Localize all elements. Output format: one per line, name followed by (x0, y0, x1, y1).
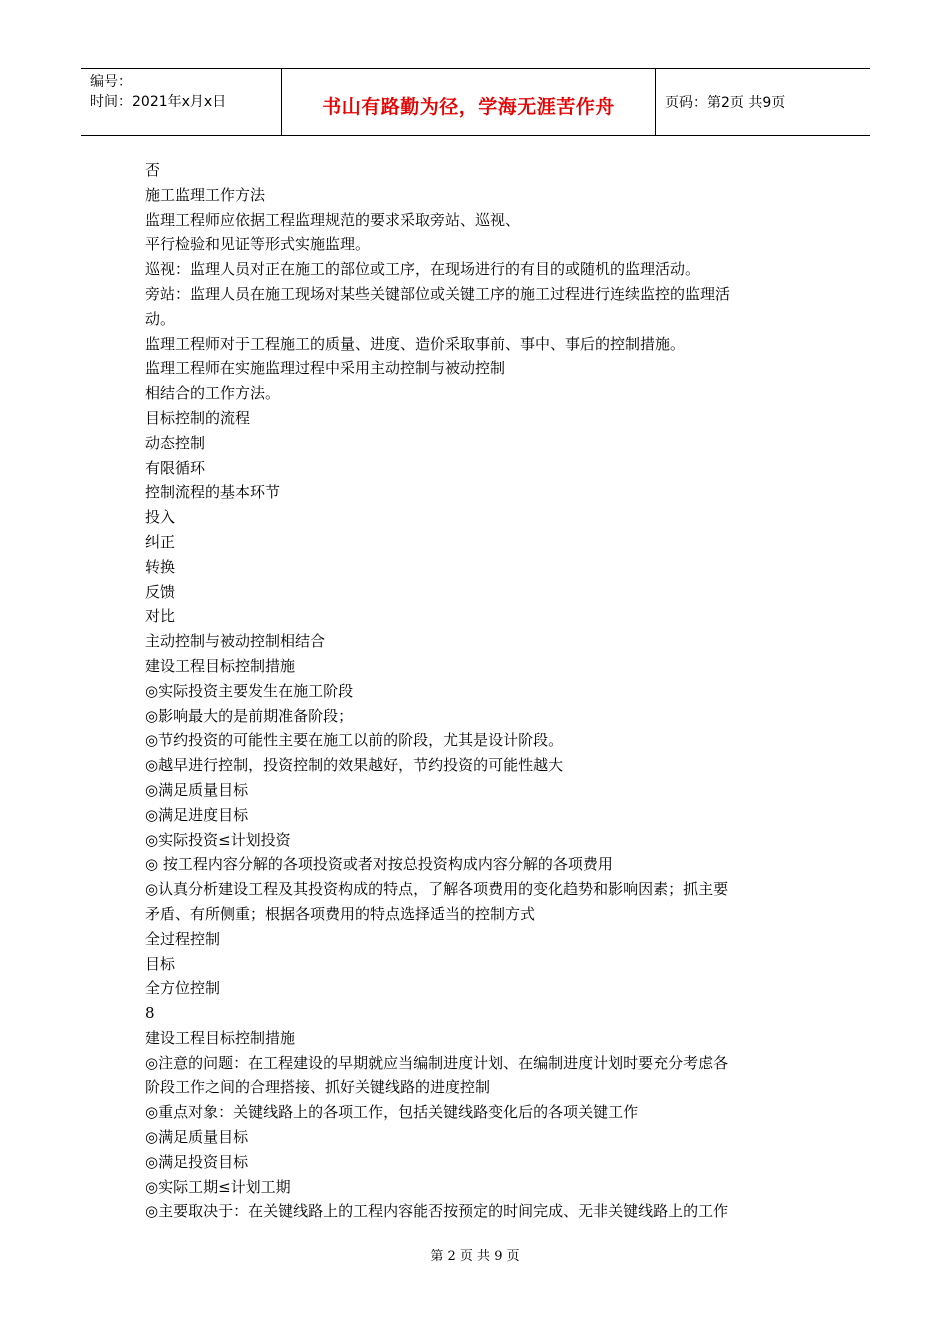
text-line: ◎满足质量目标 (145, 1128, 249, 1147)
text-line: 巡视：监理人员对正在施工的部位或工序，在现场进行的有目的或随机的监理活动。 (145, 260, 701, 279)
text-line: ◎越早进行控制，投资控制的效果越好，节约投资的可能性越大 (145, 756, 564, 775)
text-line: 建设工程目标控制措施 (145, 1028, 296, 1047)
text-line: ◎重点对象：关键线路上的各项工作，包括关键线路变化后的各项关键工作 (145, 1103, 639, 1122)
text-line: 8 (145, 1004, 155, 1023)
header-motto: 书山有路勤为径，学海无涯苦作舟 (282, 69, 656, 135)
text-line: 对比 (145, 607, 176, 626)
text-line: 动态控制 (145, 433, 206, 452)
text-line: 平行检验和见证等形式实施监理。 (145, 235, 371, 254)
text-line: ◎满足质量目标 (145, 780, 249, 799)
document-date: 时间：2021年x月x日 (90, 94, 227, 110)
text-line: ◎节约投资的可能性主要在施工以前的阶段，尤其是设计阶段。 (145, 731, 564, 750)
text-line: ◎满足进度目标 (145, 805, 249, 824)
text-line: 全方位控制 (145, 979, 221, 998)
text-line: ◎ 按工程内容分解的各项投资或者对按总投资构成内容分解的各项费用 (145, 855, 613, 874)
text-line: 目标控制的流程 (145, 408, 251, 427)
text-line: 有限循环 (145, 458, 206, 477)
text-line: 转换 (145, 557, 176, 576)
text-line: 主动控制与被动控制相结合 (145, 632, 326, 651)
text-line: 投入 (145, 508, 176, 527)
text-line: ◎影响最大的是前期准备阶段； (145, 706, 354, 725)
text-line: 施工监理工作方法 (145, 185, 266, 204)
text-line: 建设工程目标控制措施 (145, 656, 296, 675)
text-line: 动。 (145, 309, 176, 328)
text-line: 监理工程师应依据工程监理规范的要求采取旁站、巡视、 (145, 210, 521, 229)
text-line: ◎实际投资≤计划投资 (145, 830, 291, 849)
page-header (81, 68, 870, 136)
document-number: 编号： (90, 74, 132, 90)
text-line: ◎实际投资主要发生在施工阶段 (145, 681, 354, 700)
text-line: 阶段工作之间的合理搭接、抓好关键线路的进度控制 (145, 1078, 491, 1097)
text-line: 纠正 (145, 532, 176, 551)
text-line: 相结合的工作方法。 (145, 384, 281, 403)
text-line: ◎实际工期≤计划工期 (145, 1177, 291, 1196)
text-line: 矛盾、有所侧重；根据各项费用的特点选择适当的控制方式 (145, 904, 536, 923)
text-line: ◎主要取决于：在关键线路上的工程内容能否按预定的时间完成、无非关键线路上的工作 (145, 1202, 729, 1221)
header-page-info: 页码：第2页 共9页 (665, 95, 786, 111)
text-line: 全过程控制 (145, 929, 221, 948)
text-line: 反馈 (145, 582, 176, 601)
text-line: 旁站：监理人员在施工现场对某些关键部位或关键工序的施工过程进行连续监控的监理活 (145, 284, 731, 303)
text-line: ◎认真分析建设工程及其投资构成的特点，了解各项费用的变化趋势和影响因素；抓主要 (145, 880, 729, 899)
text-line: ◎注意的问题：在工程建设的早期就应当编制进度计划、在编制进度计划时要充分考虑各 (145, 1053, 729, 1072)
text-line: 监理工程师在实施监理过程中采用主动控制与被动控制 (145, 359, 506, 378)
text-line: 否 (145, 161, 161, 179)
text-line: 目标 (145, 954, 176, 973)
text-line: 监理工程师对于工程施工的质量、进度、造价采取事前、事中、事后的控制措施。 (145, 334, 686, 353)
document-body (145, 158, 825, 1224)
text-line: 控制流程的基本环节 (145, 483, 281, 502)
text-line: ◎满足投资目标 (145, 1152, 249, 1171)
page-footer: 第 2 页 共 9 页 (430, 1249, 520, 1264)
header-meta (81, 69, 282, 135)
